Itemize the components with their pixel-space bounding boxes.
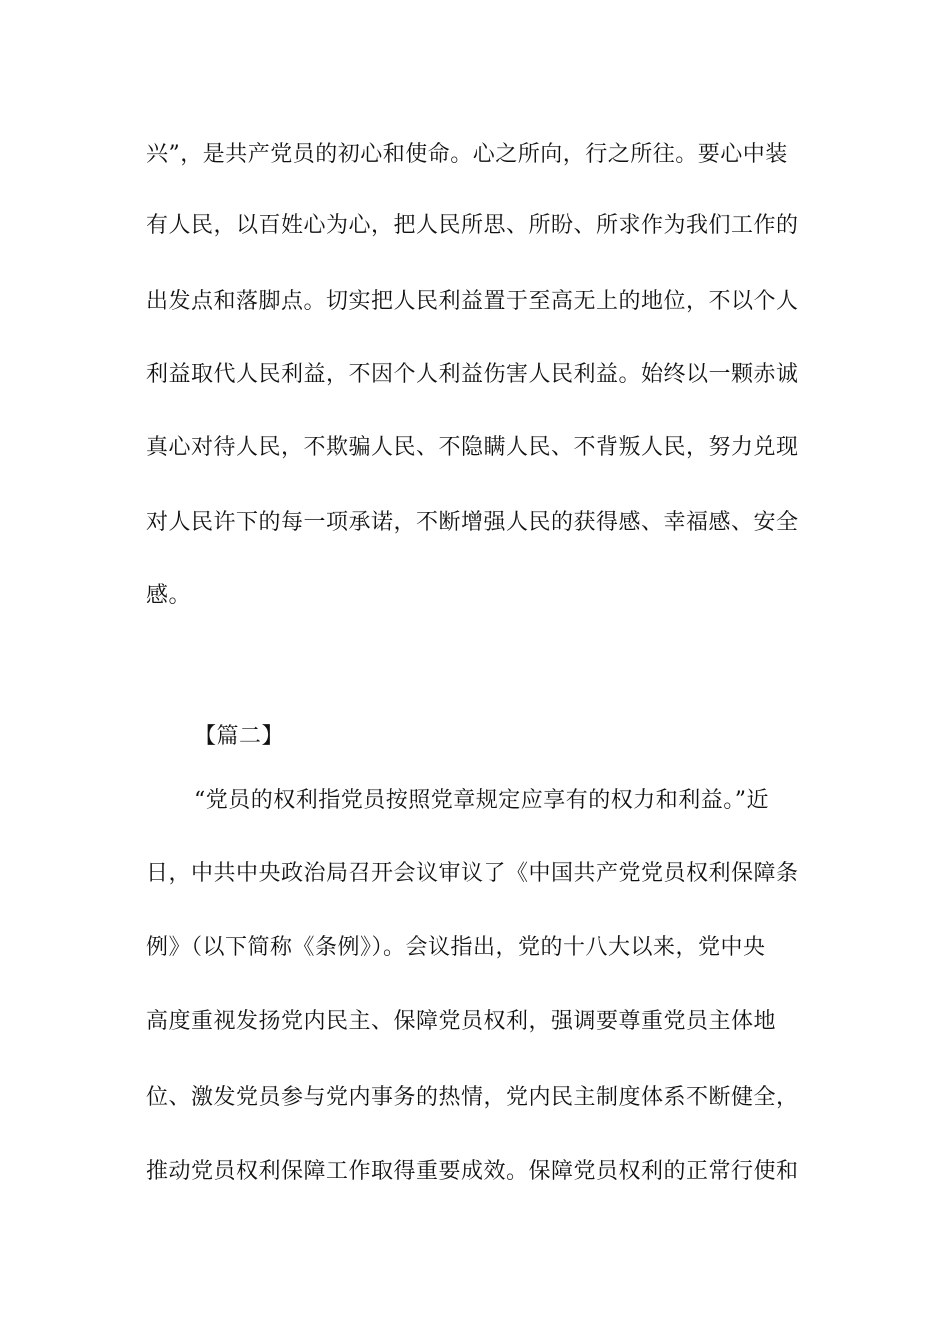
paragraph-line: 出发点和落脚点。切实把人民利益置于至高无上的地位，不以个人 [146,289,799,314]
paragraph-line: 利益取代人民利益，不因个人利益伤害人民利益。始终以一颗赤诚 [146,362,799,387]
paragraph-line: 对人民许下的每一项承诺，不断增强人民的获得感、幸福感、安全 [146,510,799,535]
paragraph-line: 兴”，是共产党员的初心和使命。心之所向，行之所往。要心中装 [146,142,788,167]
paragraph-line: 真心对待人民，不欺骗人民、不隐瞒人民、不背叛人民，努力兑现 [146,435,799,460]
section-heading: 【篇二】 [194,724,285,749]
paragraph-line: 日，中共中央政治局召开会议审议了《中国共产党党员权利保障条 [146,861,799,886]
paragraph-line: 推动党员权利保障工作取得重要成效。保障党员权利的正常行使和 [146,1159,799,1184]
paragraph-line: 有人民，以百姓心为心，把人民所思、所盼、所求作为我们工作的 [146,213,799,238]
paragraph-line: 高度重视发扬党内民主、保障党员权利，强调要尊重党员主体地 [146,1009,777,1034]
paragraph-line: 位、激发党员参与党内事务的热情，党内民主制度体系不断健全， [146,1085,799,1110]
paragraph-line: “党员的权利指党员按照党章规定应享有的权力和利益。”近 [194,788,769,813]
paragraph-line: 感。 [146,583,192,608]
paragraph-line: 例》（以下简称《条例》）。会议指出，党的十八大以来，党中央 [146,935,766,960]
